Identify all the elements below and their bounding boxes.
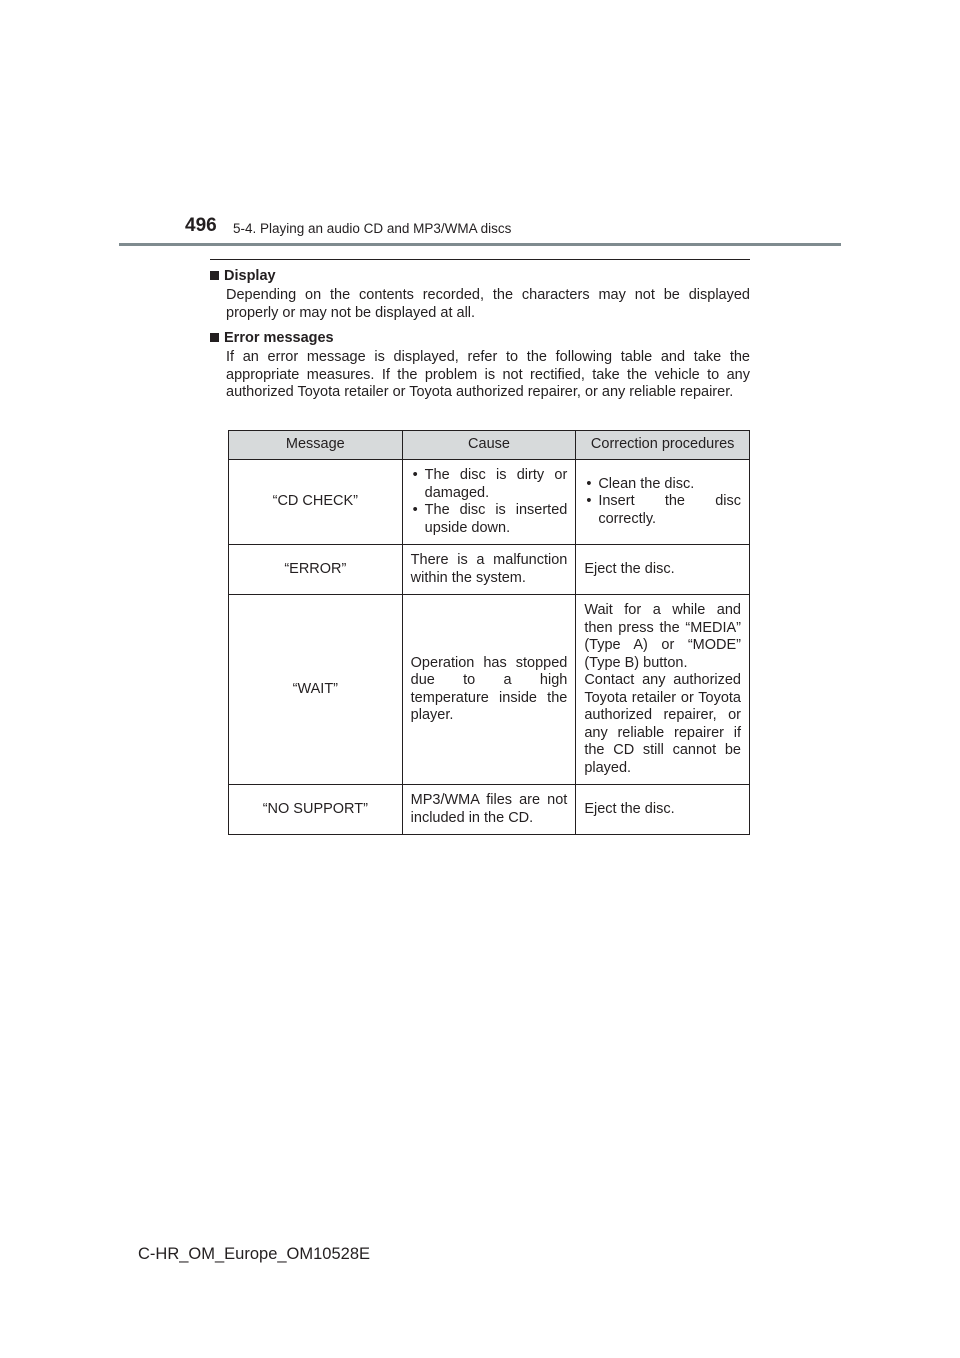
cause-cell <box>402 460 576 545</box>
correction-text: Wait for a while and then press the “MEDIA” (Type A) or “MODE” (Type B) button. <box>584 602 741 671</box>
cause-item: • The disc is inserted upside down. <box>411 502 568 537</box>
correction-cell <box>576 595 750 785</box>
display-text: Depending on the contents recorded, the characters may not be displayed properly or may not be displayed at all. <box>226 287 750 321</box>
correction-text: Contact any authorized Toyota retailer or Toyota authorized repairer, or any reliable repairer if the CD still cannot be played. <box>584 672 741 776</box>
correction-cell <box>576 460 750 545</box>
correction-cell: Eject the disc. <box>576 785 750 835</box>
page-number: 496 <box>185 215 217 236</box>
column-header-message: Message <box>229 431 403 460</box>
square-bullet-icon <box>210 271 219 280</box>
header-rule <box>119 243 841 246</box>
square-bullet-icon <box>210 333 219 342</box>
cause-cell: Operation has stopped due to a high temperature inside the player. <box>402 595 576 785</box>
message-cell: “WAIT” <box>229 595 403 785</box>
error-messages-title: Error messages <box>224 330 334 346</box>
cause-item: • The disc is dirty or damaged. <box>411 467 568 502</box>
table-row <box>229 595 750 785</box>
correction-cell: Eject the disc. <box>576 545 750 595</box>
table-header-row <box>229 431 750 460</box>
correction-item: • Clean the disc. <box>584 476 741 494</box>
message-cell: “NO SUPPORT” <box>229 785 403 835</box>
content-rule <box>210 259 750 260</box>
column-header-correction: Correction procedures <box>576 431 750 460</box>
cause-cell: MP3/WMA files are not included in the CD. <box>402 785 576 835</box>
display-heading <box>210 266 750 286</box>
table-row <box>229 785 750 835</box>
table-row <box>229 545 750 595</box>
table-row <box>229 460 750 545</box>
document-code: C-HR_OM_Europe_OM10528E <box>138 1245 371 1263</box>
error-messages-text: If an error message is displayed, refer to the following table and take the appropriate measures. If the problem is not rectified, take the vehicle to any authorized Toyota retailer or Toyota authorized repairer, or any reliable repairer. <box>226 349 750 400</box>
correction-item: • Insert the disc correctly. <box>584 493 741 528</box>
cause-cell: There is a malfunction within the system. <box>402 545 576 595</box>
message-cell: “CD CHECK” <box>229 460 403 545</box>
display-section <box>210 266 750 322</box>
error-message-table <box>228 430 750 835</box>
message-cell: “ERROR” <box>229 545 403 595</box>
section-title: 5-4. Playing an audio CD and MP3/WMA discs <box>233 221 512 236</box>
column-header-cause: Cause <box>402 431 576 460</box>
display-title: Display <box>224 268 276 284</box>
error-messages-heading <box>210 328 750 348</box>
error-messages-section <box>210 328 750 402</box>
